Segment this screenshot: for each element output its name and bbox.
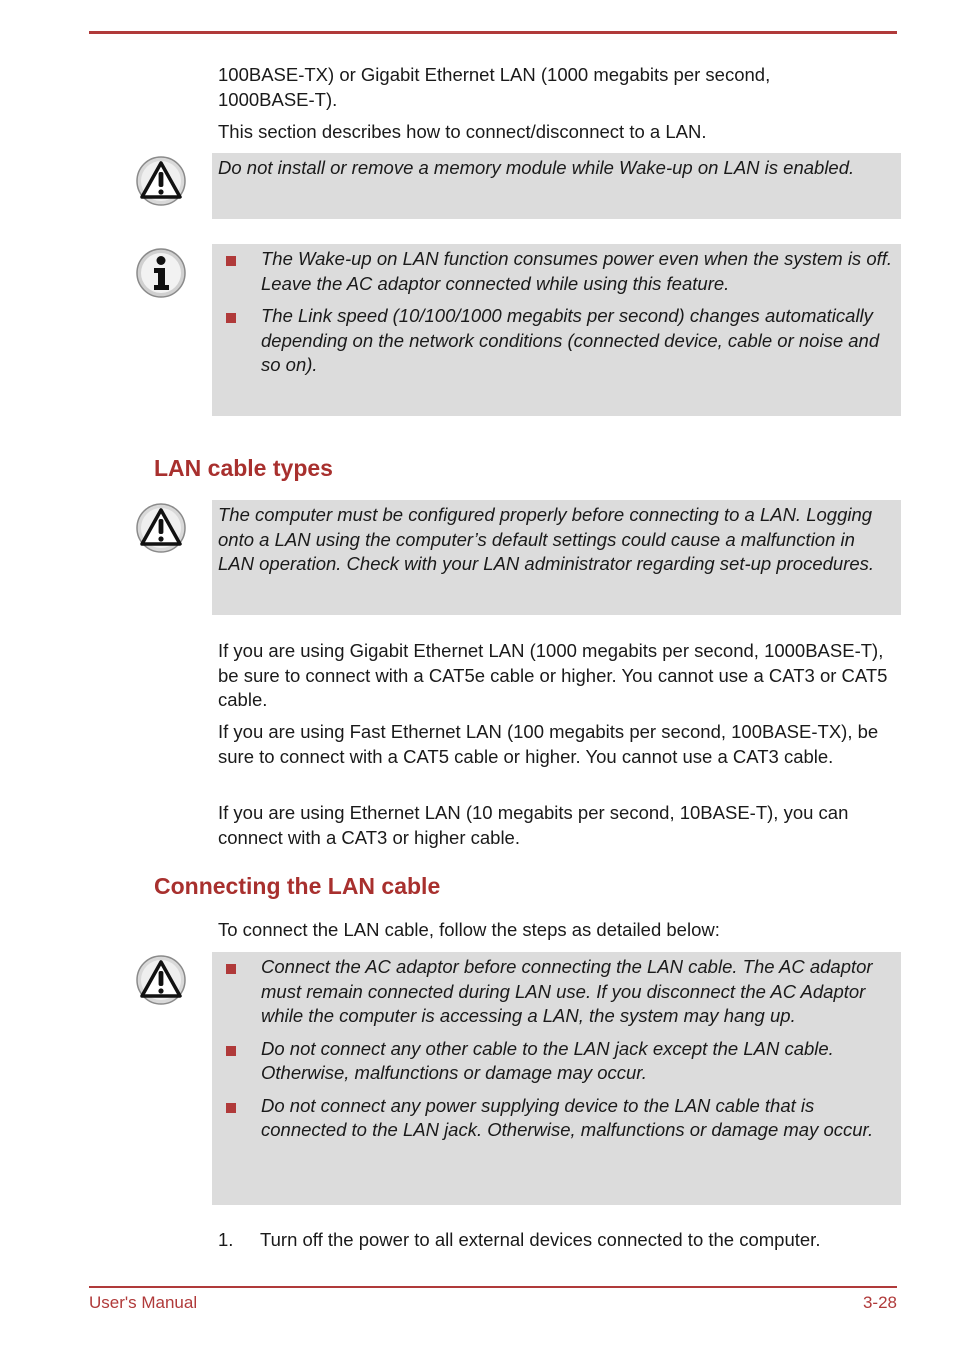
intro-line-1: 100BASE-TX) or Gigabit Ethernet LAN (1000 megabits per second,: [218, 64, 771, 85]
bullet-marker: [226, 964, 236, 974]
caution-note-memory: [212, 153, 901, 219]
info-list-item: [218, 247, 895, 296]
caution-item-text: Connect the AC adaptor before connecting the LAN cable. The AC adaptor must remain connected during LAN use. If you disconnect the AC Adaptor while the computer is accessing a LAN, the system may hang up.: [261, 956, 873, 1026]
cable-paragraph-ethernet: If you are using Ethernet LAN (10 megabits per second, 10BASE-T), you can connect with a CAT3 or higher cable.: [218, 802, 849, 848]
caution-triangle-icon: [136, 156, 186, 206]
caution-list-item: [218, 1094, 895, 1143]
intro-describe: This section describes how to connect/disconnect to a LAN.: [218, 121, 707, 142]
info-note-wol: [212, 244, 901, 416]
caution-text: The computer must be configured properly before connecting to a LAN. Logging onto a LAN using the computer’s default settings could cause a malfunction in LAN operation. Check with your LAN administrator regarding set-up procedures.: [218, 504, 875, 574]
section-title-cable-types: LAN cable types: [154, 455, 333, 481]
header-rule: [89, 31, 897, 34]
caution-list: [218, 955, 895, 1143]
footer-manual-title: User's Manual: [89, 1293, 198, 1312]
bullet-marker: [226, 313, 236, 323]
info-list: [218, 247, 895, 378]
section-title-connecting: Connecting the LAN cable: [154, 873, 441, 899]
intro-line-2: 1000BASE-T).: [218, 88, 338, 110]
info-item-text: The Link speed (10/100/1000 megabits per second) changes automatically depending on the network conditions (connected device, cable or noise and so on).: [261, 305, 880, 375]
cable-paragraph-fast: If you are using Fast Ethernet LAN (100 megabits per second, 100BASE-TX), be sure to connect with a CAT5 cable or higher. You cannot use a CAT3 cable.: [218, 721, 879, 767]
bullet-marker: [226, 1103, 236, 1113]
caution-item-text: Do not connect any power supplying device to the LAN cable that is connected to the LAN jack. Otherwise, malfunctions or damage may occur.: [261, 1094, 874, 1140]
info-icon: [136, 248, 186, 298]
step-text: Turn off the power to all external devices connected to the computer.: [260, 1229, 821, 1250]
caution-item-text: Do not connect any other cable to the LAN jack except the LAN cable. Otherwise, malfunctions or damage may occur.: [261, 1037, 834, 1083]
caution-text: Do not install or remove a memory module while Wake-up on LAN is enabled.: [218, 157, 855, 178]
intro-text: [218, 63, 890, 112]
caution-note-configure: [212, 500, 901, 615]
cable-paragraph-gigabit: If you are using Gigabit Ethernet LAN (1000 megabits per second, 1000BASE-T), be sure to connect with a CAT5e cable or higher. You cannot use a CAT3 or CAT5 cable.: [218, 640, 888, 710]
step-number: 1.: [218, 1229, 234, 1250]
bullet-marker: [226, 1046, 236, 1056]
caution-triangle-icon: [136, 503, 186, 553]
footer-page-number: 3-28: [862, 1293, 897, 1312]
info-list-item: [218, 304, 895, 378]
caution-note-connecting: [212, 952, 901, 1205]
info-item-text: The Wake-up on LAN function consumes power even when the system is off. Leave the AC adaptor connected while using this feature.: [261, 248, 893, 294]
connecting-intro: To connect the LAN cable, follow the steps as detailed below:: [218, 919, 720, 940]
footer-rule: [89, 1286, 897, 1288]
caution-list-item: [218, 1037, 895, 1086]
caution-list-item: [218, 955, 895, 1029]
bullet-marker: [226, 256, 236, 266]
caution-triangle-icon: [136, 955, 186, 1005]
